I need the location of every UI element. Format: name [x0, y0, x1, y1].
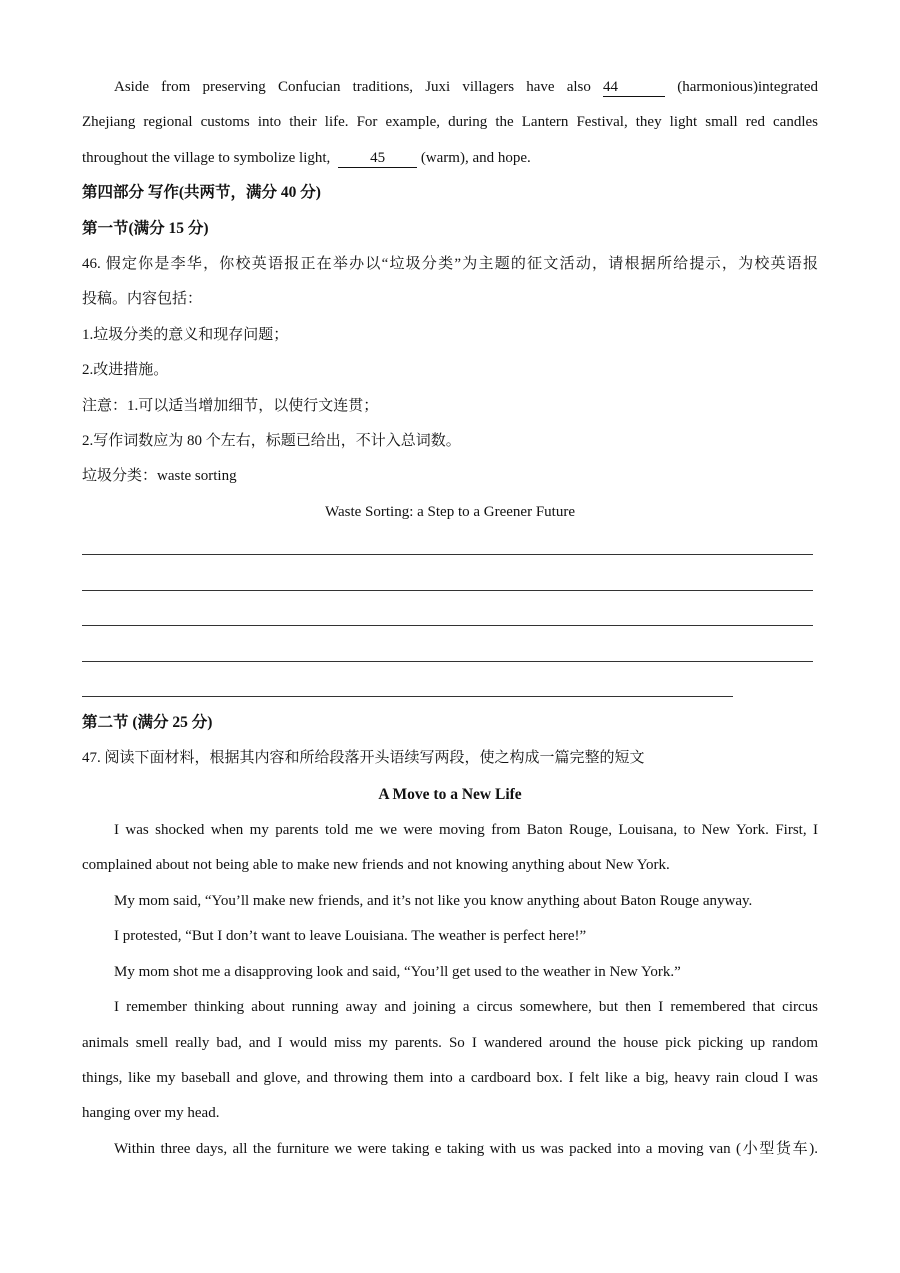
story-line: complained about not being able to make new friends and not knowing anything about New York. [82, 857, 670, 873]
story-line: I remember thinking about running away and joining a circus somewhere, but then I remembered that circus [114, 999, 818, 1015]
story-line: animals smell really bad, and I would miss my parents. So I wandered around the house pick picking up random [82, 1035, 818, 1051]
story-title: A Move to a New Life [378, 786, 522, 803]
story-line: things, like my baseball and glove, and throwing them into a cardboard box. I felt like a big, heavy rain cloud I was [82, 1070, 818, 1086]
story-line: My mom said, “You’ll make new friends, and it’s not like you know anything about Baton Rouge anyway. [114, 893, 753, 909]
passage-text: throughout the village to symbolize light, [82, 150, 331, 166]
q46-note-1: 注意：1.可以适当增加细节，以使行文连贯； [82, 398, 379, 414]
q47-instruction: 47. 阅读下面材料，根据其内容和所给段落开头语续写两段，使之构成一篇完整的短文 [82, 750, 645, 766]
essay-title: Waste Sorting: a Step to a Greener Future [325, 504, 575, 520]
part4-heading: 第四部分 写作(共两节，满分 40 分) [82, 184, 321, 201]
passage-line-3 [82, 148, 818, 168]
story-line: My mom shot me a disapproving look and said, “You’ll get used to the weather in New York.” [114, 964, 681, 980]
answer-line[interactable] [82, 625, 813, 626]
answer-line[interactable] [82, 590, 813, 591]
section1-heading: 第一节(满分 15 分) [82, 220, 209, 237]
passage-text: (warm), and hope. [420, 150, 531, 166]
story-line: Within three days, all the furniture we were taking e taking with us was packed into a moving van (小型货车). [114, 1141, 818, 1157]
blank-44[interactable]: 44 [603, 79, 665, 97]
answer-line[interactable] [82, 554, 813, 555]
q46-point-2: 2.改进措施。 [82, 362, 169, 378]
passage-line-1 [82, 77, 818, 97]
story-line: I protested, “But I don’t want to leave Louisiana. The weather is perfect here!” [114, 928, 587, 944]
q46-vocab: 垃圾分类：waste sorting [82, 468, 237, 484]
q46-prompt-line-1: 46. 假定你是李华，你校英语报正在举办以“垃圾分类”为主题的征文活动，请根据所给提示，为校英语报 [82, 256, 818, 272]
answer-line[interactable] [82, 696, 733, 697]
story-line: I was shocked when my parents told me we were moving from Baton Rouge, Louisana, to New York. First, I [114, 822, 818, 838]
q46-prompt-line-2: 投稿。内容包括： [82, 291, 203, 307]
passage-text: Aside from preserving Confucian traditions, Juxi villagers have also [114, 79, 591, 95]
answer-line[interactable] [82, 661, 813, 662]
blank-45[interactable]: 45 [338, 150, 417, 168]
passage-text: (harmonious)integrated [677, 79, 818, 95]
story-line: hanging over my head. [82, 1105, 220, 1121]
q46-note-2: 2.写作词数应为 80 个左右，标题已给出，不计入总词数。 [82, 433, 461, 449]
passage-line-2: Zhejiang regional customs into their life. For example, during the Lantern Festival, they light small red candles [82, 114, 818, 130]
q46-point-1: 1.垃圾分类的意义和现存问题； [82, 327, 289, 343]
section2-heading: 第二节 (满分 25 分) [82, 714, 213, 731]
